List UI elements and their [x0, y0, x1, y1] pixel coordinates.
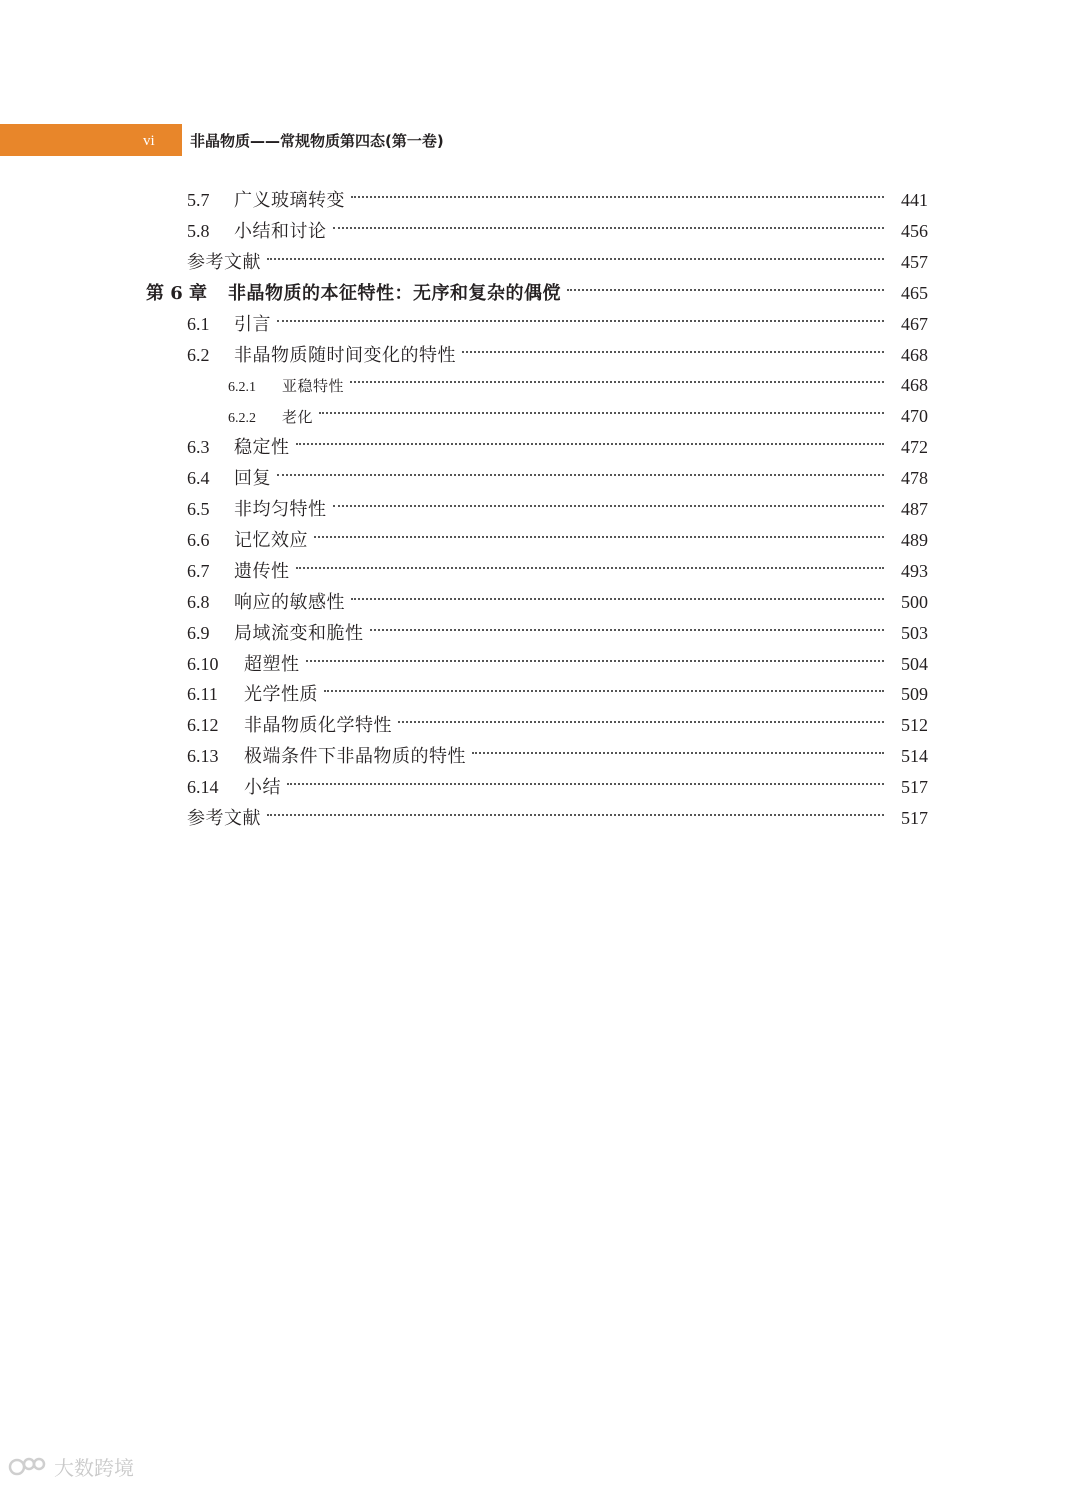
dot-leader [351, 180, 884, 206]
toc-entry-title: 参考文献 [187, 808, 261, 829]
toc-entry[interactable] [187, 520, 928, 551]
toc-entry-title: 小结 [244, 777, 281, 798]
dot-leader [296, 427, 885, 453]
toc-entry-title: 非晶物质的本征特性：无序和复杂的偶傥 [228, 283, 561, 304]
toc-entry-page: 504 [901, 654, 928, 674]
dot-leader [462, 335, 884, 361]
toc-entry-page: 468 [901, 375, 928, 395]
dot-leader [306, 644, 885, 670]
toc-entry[interactable] [187, 458, 928, 489]
toc-entry-title: 局域流变和脆性 [234, 623, 364, 644]
toc-entry[interactable] [187, 705, 928, 736]
watermark [8, 1452, 134, 1481]
toc-entry-number: 6.8 [187, 592, 210, 612]
toc-entry-page: 467 [901, 314, 928, 334]
toc-entry-number: 5.8 [187, 221, 210, 241]
toc-entry-title: 亚稳特性 [282, 377, 345, 395]
dot-leader [319, 396, 884, 422]
toc-entry-page: 503 [901, 623, 928, 643]
toc-entry-page: 472 [901, 437, 928, 457]
dot-leader [370, 613, 885, 639]
toc-entry[interactable] [187, 489, 928, 520]
toc-entry[interactable] [187, 798, 928, 829]
dot-leader [350, 365, 884, 391]
dot-leader [398, 705, 884, 731]
toc-entry-page: 517 [901, 808, 928, 828]
toc-entry-number: 6.6 [187, 530, 210, 550]
dot-leader [351, 582, 884, 608]
toc-entry[interactable] [187, 242, 928, 273]
toc-entry-number: 5.7 [187, 190, 210, 210]
toc-entry-number: 6.7 [187, 561, 210, 581]
toc-entry-title: 非晶物质随时间变化的特性 [234, 345, 456, 366]
toc-entry-title: 广义玻璃转变 [234, 190, 345, 211]
toc-entry[interactable] [187, 767, 928, 798]
toc-entry-page: 500 [901, 592, 928, 612]
toc-entry-number: 6.5 [187, 499, 210, 519]
toc-entry-title: 稳定性 [234, 437, 290, 458]
toc-entry-number: 6.2.1 [228, 380, 256, 395]
toc-entry[interactable] [187, 551, 928, 582]
dot-leader [314, 520, 884, 546]
toc-entry[interactable] [187, 304, 928, 335]
toc-entry-title: 极端条件下非晶物质的特性 [244, 746, 466, 767]
toc-entry-number: 6.14 [187, 777, 219, 797]
toc-entry-title: 老化 [282, 408, 314, 426]
toc-entry[interactable] [187, 335, 928, 366]
toc-entry[interactable] [228, 396, 928, 426]
brand-logo-icon [8, 1455, 48, 1479]
toc-entry-page: 470 [901, 406, 928, 426]
toc-entry-page: 456 [901, 221, 928, 241]
dot-leader [267, 242, 884, 268]
toc-entry-number: 6.12 [187, 715, 219, 735]
toc-entry-title: 小结和讨论 [234, 221, 327, 242]
header-accent-bar [0, 124, 182, 156]
toc-entry[interactable] [187, 582, 928, 613]
toc-entry-page: 489 [901, 530, 928, 550]
toc-entry-number: 6.3 [187, 437, 210, 457]
toc-entry-page: 457 [901, 252, 928, 272]
running-title: 非晶物质——常规物质第四态(第一卷) [190, 132, 444, 150]
toc-entry-page: 509 [901, 684, 928, 704]
dot-leader [333, 211, 885, 237]
toc-entry-number: 6.13 [187, 746, 219, 766]
toc-entry-title: 非均匀特性 [234, 499, 327, 520]
dot-leader [333, 489, 885, 515]
dot-leader [277, 304, 884, 330]
toc-entry-number: 第 6 章 [146, 283, 208, 304]
toc-entry[interactable] [187, 211, 928, 242]
toc-entry-page: 478 [901, 468, 928, 488]
toc-entry[interactable] [187, 736, 928, 767]
dot-leader [296, 551, 885, 577]
toc-entry-title: 超塑性 [244, 654, 300, 675]
toc-entry[interactable] [187, 427, 928, 458]
toc-entry-page: 517 [901, 777, 928, 797]
toc-entry[interactable] [187, 644, 928, 675]
dot-leader [287, 767, 884, 793]
toc-entry-number: 6.4 [187, 468, 210, 488]
dot-leader [472, 736, 884, 762]
toc-entry-number: 6.2.2 [228, 411, 256, 426]
toc-entry-number: 6.2 [187, 345, 210, 365]
toc-entry-page: 512 [901, 715, 928, 735]
toc-entry-title: 引言 [234, 314, 271, 335]
toc-entry-page: 441 [901, 190, 928, 210]
toc-entry-title: 参考文献 [187, 252, 261, 273]
dot-leader [267, 798, 884, 824]
toc-entry-title: 响应的敏感性 [234, 592, 345, 613]
toc-entry-title: 非晶物质化学特性 [244, 715, 392, 736]
toc-entry-page: 487 [901, 499, 928, 519]
toc-entry[interactable] [187, 613, 928, 644]
toc-entry-page: 514 [901, 746, 928, 766]
dot-leader [277, 458, 884, 484]
toc-entry[interactable] [146, 273, 928, 304]
toc-entry-number: 6.11 [187, 684, 218, 704]
dot-leader [567, 273, 884, 299]
page-number: vi [143, 133, 155, 149]
toc-entry-title: 回复 [234, 468, 271, 489]
toc-entry[interactable] [228, 365, 928, 395]
watermark-text: 大数跨境 [54, 1456, 134, 1480]
toc-entry-title: 遗传性 [234, 561, 290, 582]
toc-entry[interactable] [187, 180, 928, 211]
toc-entry-title: 光学性质 [244, 684, 318, 705]
toc-entry-page: 468 [901, 345, 928, 365]
toc-entry-page: 493 [901, 561, 928, 581]
toc-entry-number: 6.9 [187, 623, 210, 643]
toc-entry[interactable] [187, 674, 928, 705]
toc-entry-number: 6.1 [187, 314, 210, 334]
toc-entry-number: 6.10 [187, 654, 219, 674]
toc-entry-page: 465 [901, 283, 928, 303]
dot-leader [324, 674, 884, 700]
toc-entry-title: 记忆效应 [234, 530, 308, 551]
